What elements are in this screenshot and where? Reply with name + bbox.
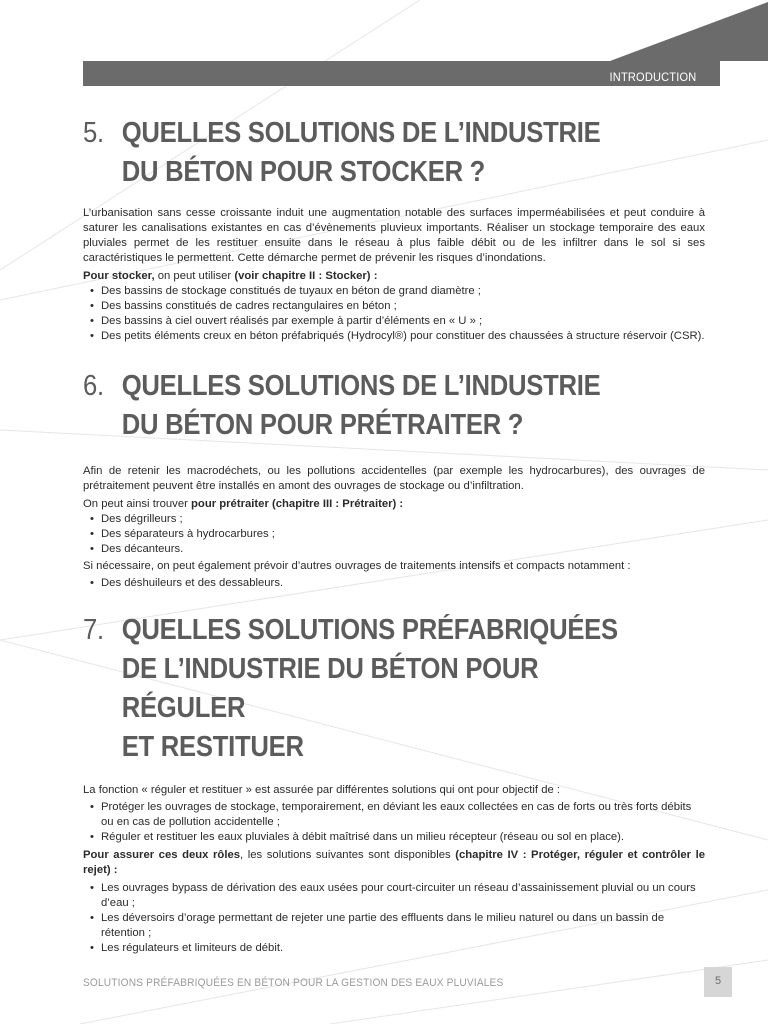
list-item <box>83 527 705 542</box>
bullet-icon: • <box>90 942 94 954</box>
list-item <box>83 800 705 830</box>
list-item-text: Des décanteurs. <box>101 543 184 555</box>
page-content <box>83 114 705 956</box>
list-item <box>83 911 705 941</box>
section-number: 7. <box>83 614 104 646</box>
section-title-line: ET RESTITUER <box>121 731 304 763</box>
section-title-line: DE L’INDUSTRIE DU BÉTON POUR RÉGULER <box>121 653 539 724</box>
list-item-text: Les ouvrages bypass de dérivation des eaux usées pour court-circuiter un réseau d’assainissement pluvial ou un cours d’eau ; <box>101 882 696 909</box>
section-title-line: DU BÉTON POUR PRÉTRAITER ? <box>121 409 524 441</box>
list-item <box>83 830 705 845</box>
header-bar <box>83 61 720 86</box>
page-number: 5 <box>714 975 722 987</box>
bullet-icon: • <box>90 882 94 894</box>
lead-bold-reference: pour prétraiter (chapitre III : Prétraiter) : <box>191 498 404 510</box>
list-item <box>83 329 705 344</box>
list-item <box>83 881 705 911</box>
list-item <box>83 941 705 956</box>
section-lead <box>83 848 705 878</box>
bullet-list <box>83 576 705 591</box>
section-title-line: DU BÉTON POUR STOCKER ? <box>121 156 486 188</box>
list-item-text: Des séparateurs à hydrocarbures ; <box>101 528 275 540</box>
list-item-text: Des dégrilleurs ; <box>101 513 183 525</box>
section-5 <box>83 114 705 344</box>
section-title <box>83 611 643 767</box>
section-number: 6. <box>83 370 104 402</box>
list-item-text: Des bassins de stockage constitués de tuyaux en béton de grand diamètre ; <box>101 285 481 297</box>
section-intro: L’urbanisation sans cesse croissante induit une augmentation notable des surfaces imperméabilisées et peut conduire à saturer les canalisations existantes en cas d’évènements pluvieux importants. Réaliser un stockage temporaire des eaux pluviales permet de les restituer ensuite dans le réseau à plus faible débit ou de les infiltrer dans le sol si ses caractéristiques le permettent. Cette démarche permet de prévenir les risques d’inondations. <box>83 207 705 264</box>
list-item-text: Les régulateurs et limiteurs de débit. <box>101 942 284 954</box>
lead-normal: on peut utiliser <box>154 270 235 282</box>
section-title <box>83 114 643 192</box>
list-item <box>83 299 705 314</box>
list-item <box>83 512 705 527</box>
section-intro: La fonction « réguler et restituer » est assurée par différentes solutions qui ont pour objectif de : <box>83 784 561 796</box>
bullet-icon: • <box>90 801 94 813</box>
section-lead <box>83 269 705 284</box>
list-item <box>83 542 705 557</box>
section-title-line: QUELLES SOLUTIONS DE L’INDUSTRIE <box>121 117 601 149</box>
list-item-text: Les déversoirs d’orage permettant de rejeter une partie des effluents dans le milieu naturel ou dans un bassin de rétention ; <box>101 912 665 939</box>
section-6 <box>83 367 705 591</box>
bullet-icon: • <box>90 285 94 297</box>
list-item-text: Des bassins à ciel ouvert réalisés par exemple à partir d’éléments en « U » ; <box>101 315 483 327</box>
section-title-line: QUELLES SOLUTIONS DE L’INDUSTRIE <box>121 370 601 402</box>
list-item-text: Des bassins constitués de cadres rectangulaires en béton ; <box>101 300 397 312</box>
lead-bold: Pour assurer ces deux rôles <box>83 849 241 861</box>
page-number-box <box>704 967 732 997</box>
section-7 <box>83 611 705 956</box>
bullet-list <box>83 881 705 956</box>
bullet-icon: • <box>90 831 94 843</box>
section-lead <box>83 497 705 512</box>
bullet-icon: • <box>90 330 94 342</box>
section-number: 5. <box>83 117 104 149</box>
list-item-text: Des déshuileurs et des dessableurs. <box>101 577 284 589</box>
bullet-icon: • <box>90 528 94 540</box>
bullet-list <box>83 284 705 344</box>
list-item-text: Protéger les ouvrages de stockage, temporairement, en déviant les eaux collectées en cas de forts ou très forts débits ou en cas de pollution accidentelle ; <box>101 801 692 828</box>
lead-normal: , les solutions suivantes sont disponibles <box>240 849 456 861</box>
bullet-icon: • <box>90 300 94 312</box>
bullet-icon: • <box>90 543 94 555</box>
section-title <box>83 367 643 445</box>
list-item <box>83 284 705 299</box>
list-item <box>83 314 705 329</box>
bullet-list <box>83 512 705 557</box>
section-intro: Afin de retenir les macrodéchets, ou les pollutions accidentelles (par exemple les hydrocarbures), des ouvrages de prétraitement peuvent être installés en amont des ouvrages de stockage ou d’infiltration. <box>83 465 705 492</box>
lead-bold-reference: (voir chapitre II : Stocker) : <box>234 270 378 282</box>
list-item-text: Réguler et restituer les eaux pluviales à débit maîtrisé dans un milieu récepteur (réseau ou sol en place). <box>101 831 625 843</box>
lead-normal: On peut ainsi trouver <box>83 498 192 510</box>
section-extra-text: Si nécessaire, on peut également prévoir d’autres ouvrages de traitements intensifs et compacts notamment : <box>83 560 631 572</box>
list-item <box>83 576 705 591</box>
lead-bold: Pour stocker, <box>83 270 155 282</box>
bullet-icon: • <box>90 315 94 327</box>
bullet-icon: • <box>90 513 94 525</box>
bullet-list <box>83 800 705 845</box>
lead-bold-reference: (chapitre IV : Protéger, réguler et contrôler le rejet) : <box>83 849 706 876</box>
header-label: INTRODUCTION <box>609 70 696 84</box>
section-title-line: QUELLES SOLUTIONS PRÉFABRIQUÉES <box>121 614 618 646</box>
footer-title: SOLUTIONS PRÉFABRIQUÉES EN BÉTON POUR LA GESTION DES EAUX PLUVIALES <box>83 977 504 989</box>
bullet-icon: • <box>90 912 94 924</box>
bullet-icon: • <box>90 577 94 589</box>
list-item-text: Des petits éléments creux en béton préfabriqués (Hydrocyl®) pour constituer des chaussées à structure réservoir (CSR). <box>101 330 705 342</box>
